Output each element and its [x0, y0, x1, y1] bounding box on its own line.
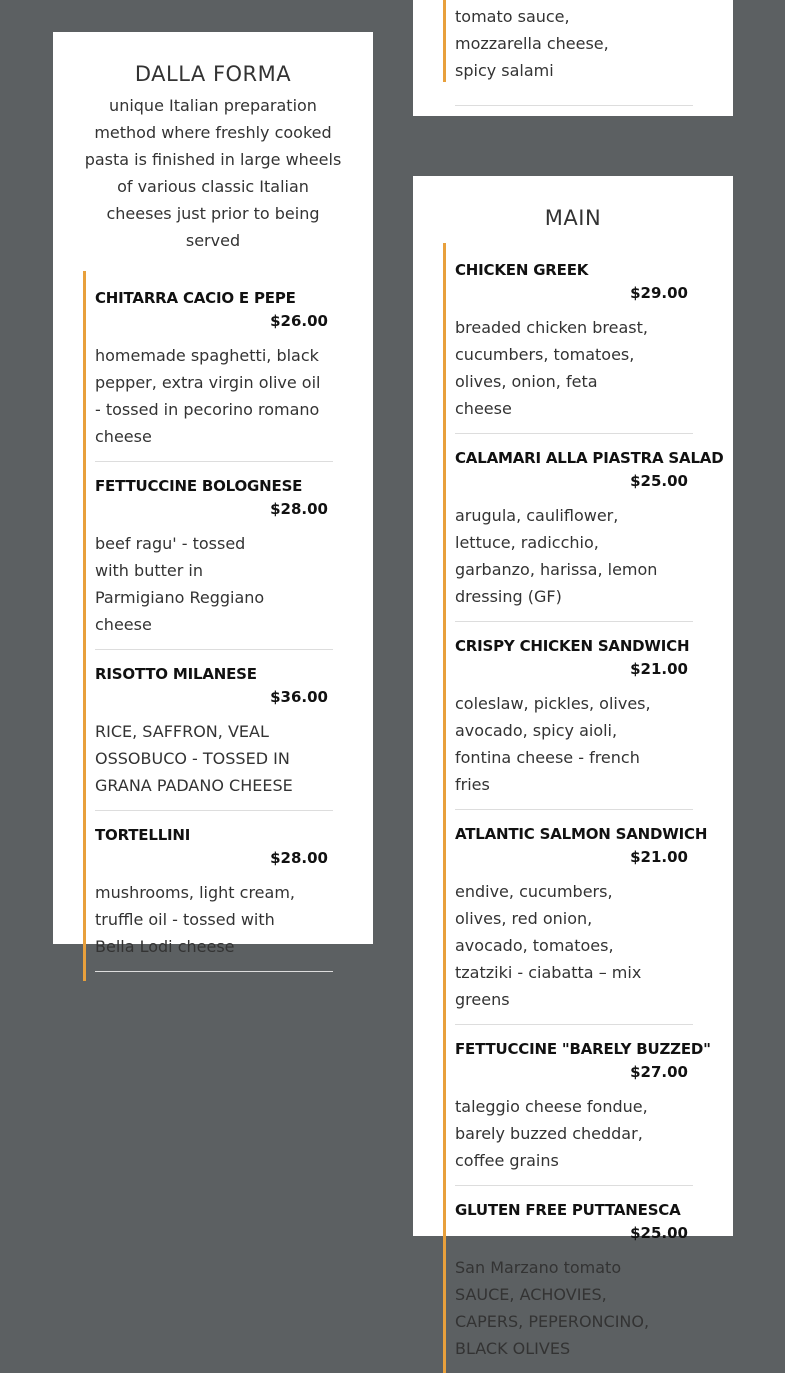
menu-item — [95, 811, 333, 972]
menu-item-price: $36.00 — [270, 688, 328, 706]
menu-item-price: $28.00 — [270, 500, 328, 518]
menu-item-price: $25.00 — [630, 1224, 688, 1242]
menu-item-name: CALAMARI ALLA PIASTRA SALAD — [455, 449, 724, 467]
menu-item-name: ATLANTIC SALMON SANDWICH — [455, 825, 708, 843]
menu-item-price: $25.00 — [630, 472, 688, 490]
menu-item-name: CRISPY CHICKEN SANDWICH — [455, 637, 690, 655]
menu-item-description: homemade spaghetti, black pepper, extra virgin olive oil - tossed in pecorino romano cheese — [95, 346, 321, 446]
menu-item-name: TORTELLINI — [95, 826, 191, 844]
menu-items-list — [443, 0, 693, 82]
menu-item-description: taleggio cheese fondue, barely buzzed cheddar, coffee grains — [455, 1097, 648, 1170]
menu-item-name: CHICKEN GREEK — [455, 261, 589, 279]
menu-item — [455, 622, 693, 810]
menu-item-description: tomato sauce, mozzarella cheese, spicy salami — [455, 7, 609, 80]
menu-item — [455, 259, 693, 434]
menu-item-description: San Marzano tomato SAUCE, ACHOVIES, CAPERS, PEPERONCINO, BLACK OLIVES — [455, 1258, 650, 1358]
menu-item — [455, 1186, 693, 1373]
menu-item-price: $29.00 — [630, 284, 688, 302]
menu-item — [455, 1025, 711, 1186]
menu-card-dalla-forma — [53, 32, 373, 956]
menu-item-description: arugula, cauliflower, lettuce, radicchio, garbanzo, harissa, lemon dressing (GF) — [455, 506, 658, 606]
menu-item — [95, 462, 333, 650]
menu-item-name: RISOTTO MILANESE — [95, 665, 257, 683]
menu-item-description: RICE, SAFFRON, VEAL OSSOBUCO - TOSSED IN GRANA PADANO CHEESE — [95, 722, 293, 795]
menu-card-main — [413, 176, 733, 1358]
section-description: unique Italian preparation method where freshly cooked pasta is finished in large wheels of various classic Italian cheeses just prior to being served — [84, 96, 342, 250]
menu-item — [455, 434, 724, 622]
menu-item — [95, 650, 333, 811]
menu-items-list — [83, 271, 333, 981]
menu-item-price: $26.00 — [270, 312, 328, 330]
menu-item — [455, 0, 693, 106]
menu-item-price: $21.00 — [630, 848, 688, 866]
section-title: MAIN — [544, 206, 602, 230]
menu-item-name: FETTUCCINE BOLOGNESE — [95, 477, 303, 495]
menu-item-price: $28.00 — [270, 849, 328, 867]
menu-items-list — [443, 243, 724, 1373]
menu-item-description: endive, cucumbers, olives, red onion, avocado, tomatoes, tzatziki - ciabatta – mix greens — [455, 882, 642, 1009]
menu-item — [95, 287, 333, 462]
menu-item-name: CHITARRA CACIO E PEPE — [95, 289, 296, 307]
menu-item-price: $27.00 — [630, 1063, 688, 1081]
menu-item-description: breaded chicken breast, cucumbers, tomatoes, olives, onion, feta cheese — [455, 318, 648, 418]
menu-item-description: beef ragu' - tossed with butter in Parmigiano Reggiano cheese — [95, 534, 265, 634]
section-title: DALLA FORMA — [134, 62, 292, 86]
menu-card-partial — [413, 0, 733, 116]
menu-item-description: coleslaw, pickles, olives, avocado, spicy aioli, fontina cheese - french fries — [455, 694, 651, 794]
menu-item-name: FETTUCCINE "BARELY BUZZED" — [455, 1040, 711, 1058]
menu-item-name: GLUTEN FREE PUTTANESCA — [455, 1201, 681, 1219]
menu-item-description: mushrooms, light cream, truffle oil - tossed with Bella Lodi cheese — [95, 883, 295, 956]
menu-item — [455, 810, 708, 1025]
menu-item-price: $21.00 — [630, 660, 688, 678]
